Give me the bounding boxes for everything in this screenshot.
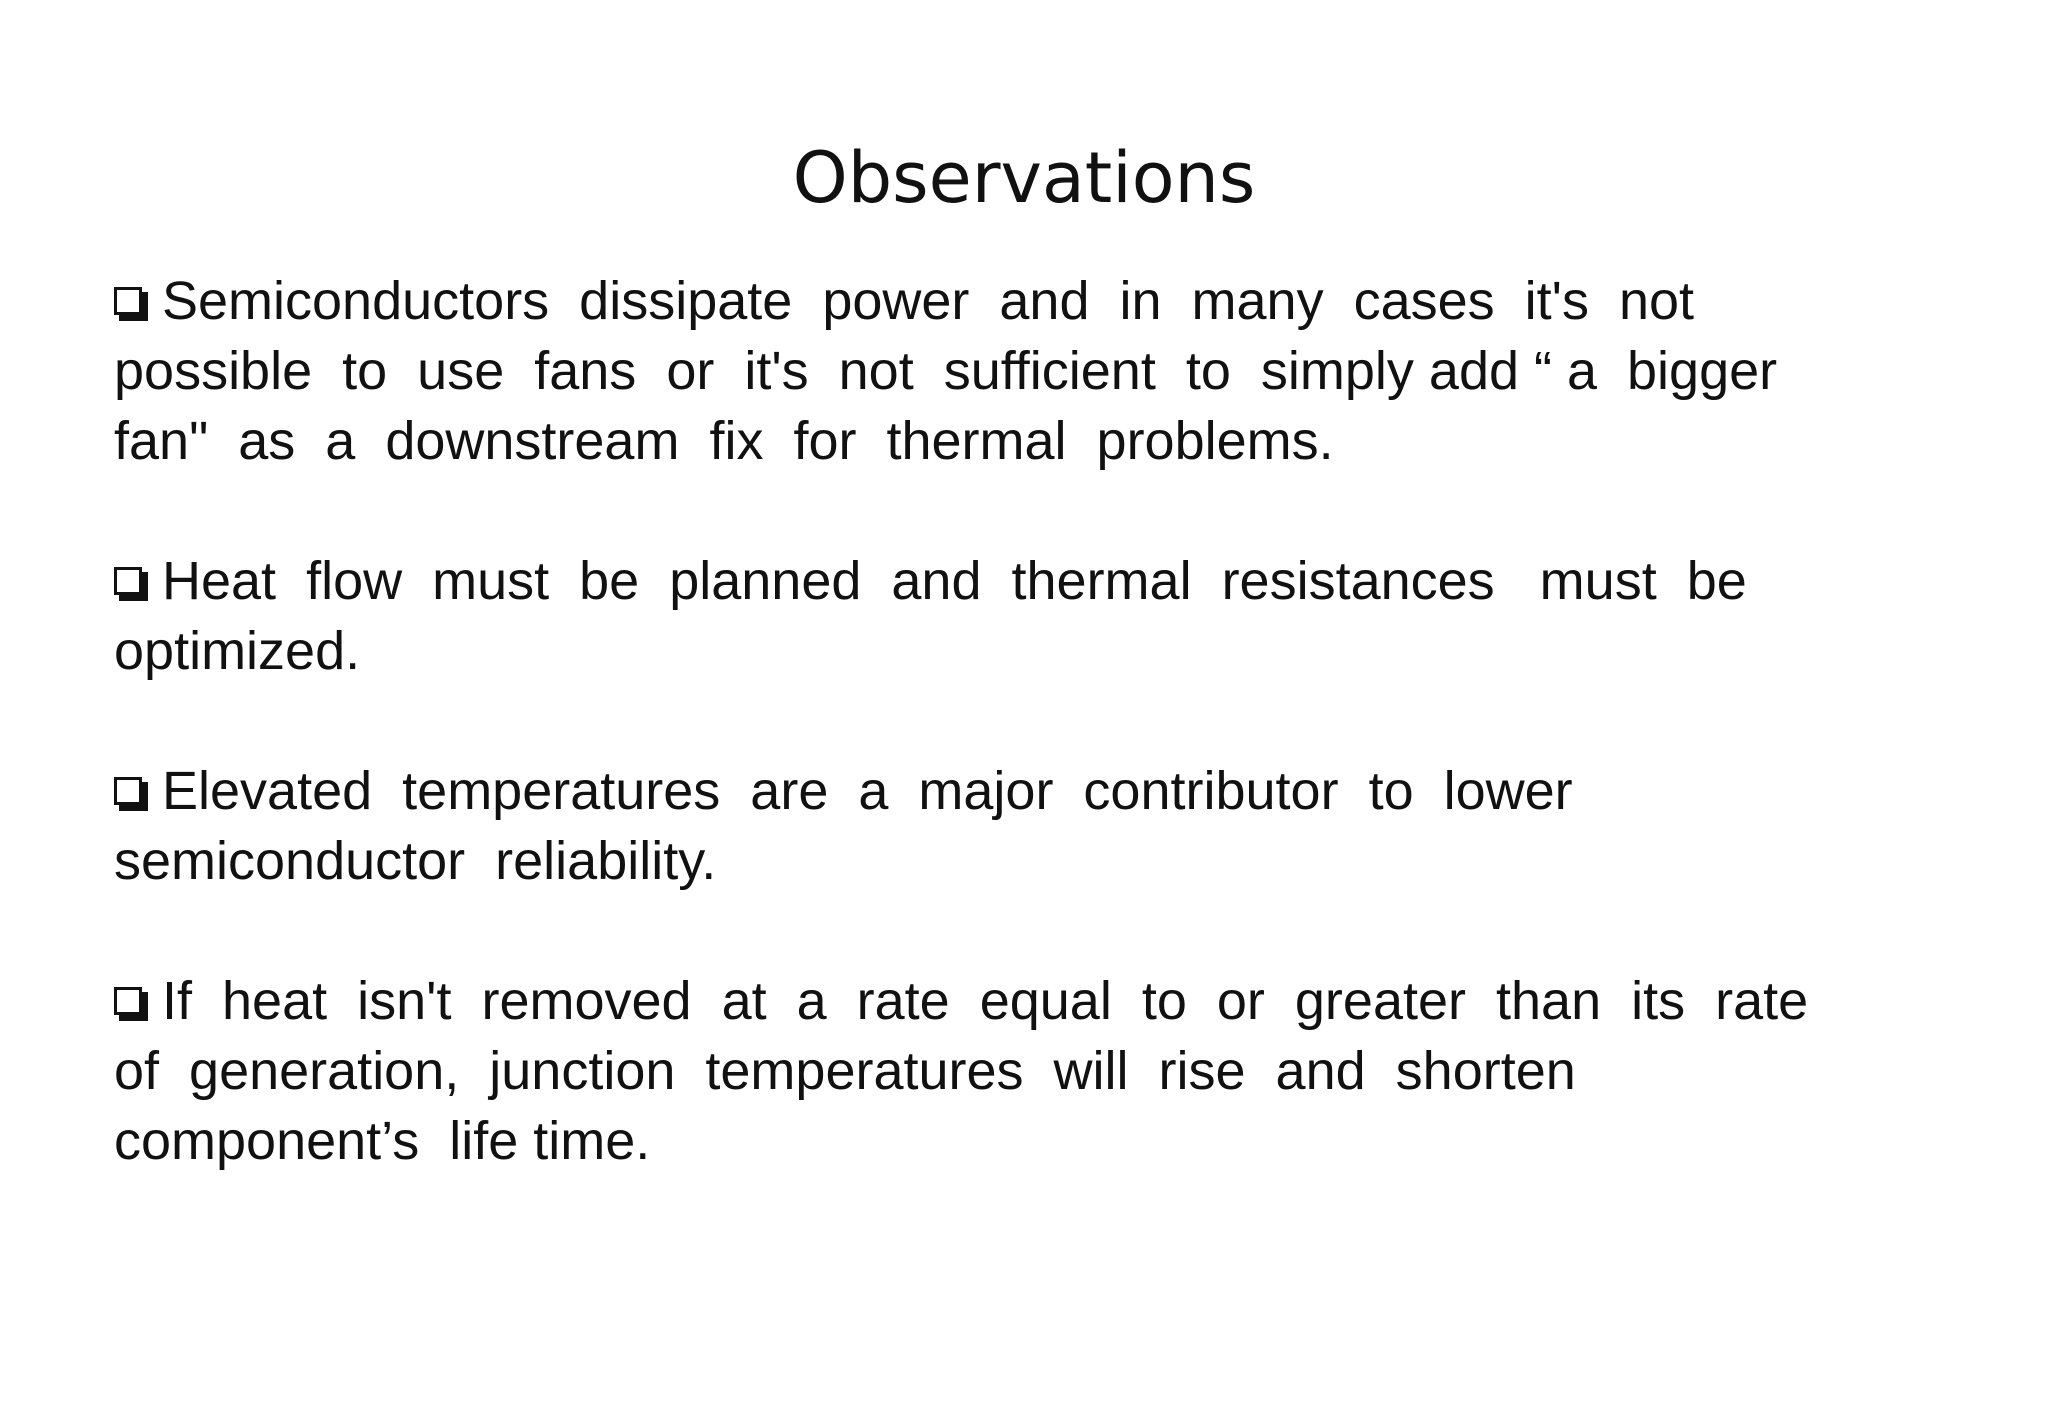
bullet-line: component’s life time. — [114, 1111, 651, 1171]
checkbox-icon — [114, 567, 148, 601]
bullet-line: of generation, junction temperatures will rise and shorten — [114, 1041, 1576, 1101]
bullet-line: Semiconductors dissipate power and in many cases it's not — [114, 266, 1984, 336]
bullet-line: Elevated temperatures are a major contributor to lower — [114, 756, 1984, 826]
bullet-item — [114, 546, 1984, 686]
checkbox-icon — [114, 777, 148, 811]
bullet-line: fan" as a downstream fix for thermal problems. — [114, 411, 1334, 471]
bullet-line: If heat isn't removed at a rate equal to or greater than its rate — [114, 966, 1984, 1036]
bullet-list — [114, 266, 1984, 1246]
slide-title: Observations — [792, 137, 1256, 219]
checkbox-icon — [114, 287, 148, 321]
bullet-item — [114, 966, 1984, 1176]
checkbox-icon — [114, 987, 148, 1021]
bullet-line: Heat flow must be planned and thermal resistances must be — [114, 546, 1984, 616]
bullet-item — [114, 266, 1984, 476]
bullet-line: optimized. — [114, 621, 361, 681]
bullet-line: possible to use fans or it's not sufficient to simply add “ a bigger — [114, 341, 1778, 401]
bullet-line: semiconductor reliability. — [114, 831, 717, 891]
bullet-item — [114, 756, 1984, 896]
